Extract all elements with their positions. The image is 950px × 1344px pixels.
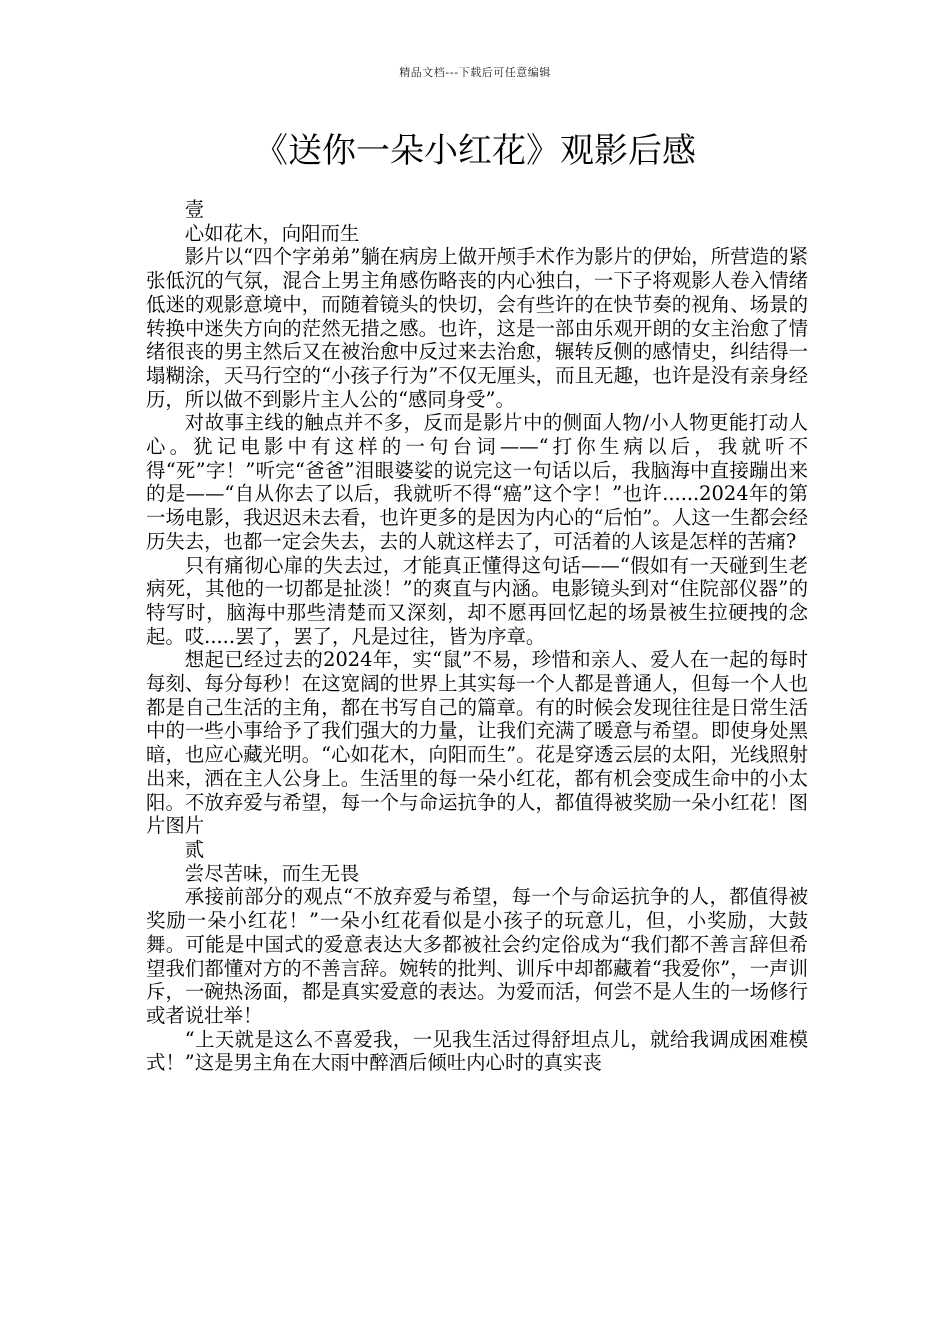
document-body [146,198,808,1075]
body-paragraph: 想起已经过去的2024年，实“鼠”不易，珍惜和亲人、爱人在一起的每时每刻、每分每秒！在这宽阔的世界上其实每一个人都是普通人，但每一个人也都是自己生活的主角，都在书写自己的篇章。有的时候会发现往往是日常生活中的一些小事给予了我们强大的力量，让我们充满了暖意与希望。即使身处黑暗，也应心藏光明。“心如花木，向阳而生”。花是穿透云层的太阳，光线照射出来，洒在主人公身上。生活里的每一朵小红花，都有机会变成生命中的小太阳。不放弃爱与希望，每一个与命运抗争的人，都值得被奖励一朵小红花！图片图片 [146,648,808,838]
document-title: 《送你一朵小红花》观影后感 [254,131,696,171]
section-heading: 尝尽苦味，而生无畏 [184,861,360,885]
body-paragraph: 对故事主线的触点并不多，反而是影片中的侧面人物/小人物更能打动人心。犹记电影中有这样的一句台词——“打你生病以后，我就听不得“死”字！”听完“爸爸”泪眼婆娑的说完这一句话以后，我脑海中直接蹦出来的是——“自从你去了以后，我就听不得“癌”这个字！”也许......2024年的第一场电影，我迟迟未去看，也许更多的是因为内心的“后怕”。人这一生都会经历失去，也都一定会失去，去的人就这样去了，可活着的人该是怎样的苦痛? [146,411,808,553]
body-paragraph: 只有痛彻心扉的失去过，才能真正懂得这句话——“假如有一天碰到生老病死，其他的一切都是扯淡！”的爽直与内涵。电影镜头到对“住院部仪器”的特写时，脑海中那些清楚而又深刻，却不愿再回忆起的场景被生拉硬拽的念起。哎.....罢了，罢了，凡是过往，皆为序章。 [146,553,808,648]
body-paragraph: 影片以“四个字弟弟”躺在病房上做开颅手术作为影片的伊始，所营造的紧张低沉的气氛，混合上男主角感伤略丧的内心独白，一下子将观影人卷入情绪低迷的观影意境中，而随着镜头的快切，会有些许的在快节奏的视角、场景的转换中迷失方向的茫然无措之感。也许，这是一部由乐观开朗的女主治愈了情绪很丧的男主然后又在被治愈中反过来去治愈，辗转反侧的感情史，纠结得一塌糊涂，天马行空的“小孩子行为”不仅无厘头，而且无趣，也许是没有亲身经历，所以做不到影片主人公的“感同身受”。 [146,245,808,411]
section-heading: 心如花木，向阳而生 [184,221,360,245]
section-number: 贰 [184,837,205,861]
page-header-note: 精品文档---下载后可任意编辑 [399,66,551,79]
body-paragraph: 承接前部分的观点“不放弃爱与希望，每一个与命运抗争的人，都值得被奖励一朵小红花！”一朵小红花看似是小孩子的玩意儿，但，小奖励，大鼓舞。可能是中国式的爱意表达大多都被社会约定俗成为“我们都不善言辞但希望我们都懂对方的不善言辞。婉转的批判、训斥中却都藏着“我爱你”，一声训斥，一碗热汤面，都是真实爱意的表达。为爱而活，何尝不是人生的一场修行或者说壮举！ [146,885,808,1027]
section-number: 壹 [184,198,205,221]
body-paragraph: “上天就是这么不喜爱我，一见我生活过得舒坦点儿，就给我调成困难模式！”这是男主角在大雨中醉酒后倾吐内心时的真实丧 [146,1027,808,1075]
